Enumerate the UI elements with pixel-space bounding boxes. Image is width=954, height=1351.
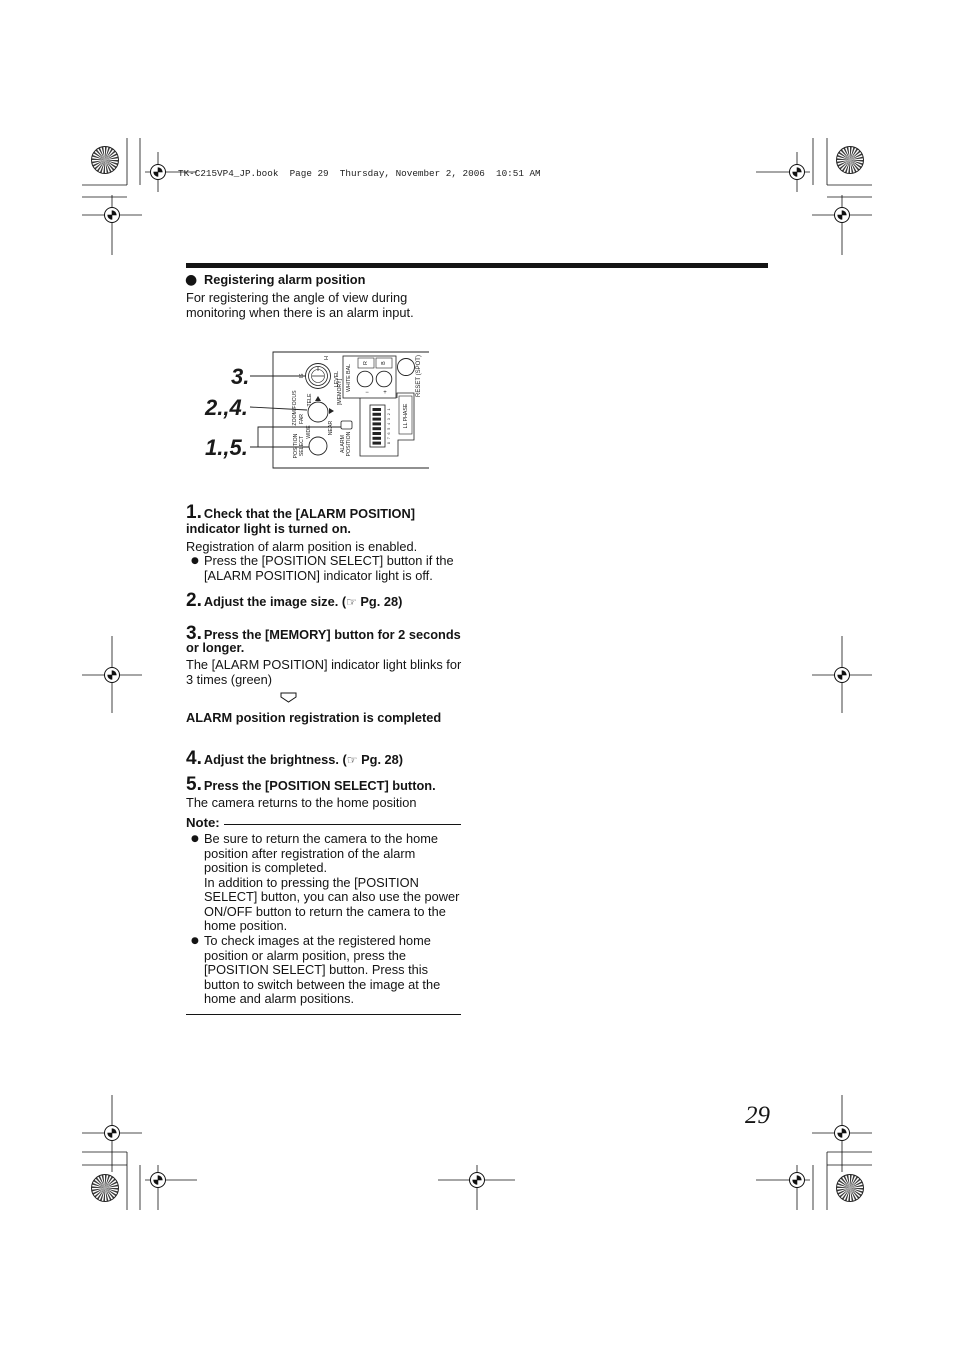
callout-line-zoom (250, 407, 307, 410)
step-1-bullet (204, 554, 454, 583)
dip-switch-number: 1 (387, 408, 391, 411)
note-item-2 (204, 934, 440, 1007)
down-arrow-icon (280, 692, 297, 703)
note-line: Be sure to return the camera to the home (204, 831, 439, 846)
dip-switch-number: 3 (387, 418, 391, 421)
dip-switch-lever (373, 413, 382, 416)
step-number: 3. (186, 623, 202, 644)
note-line: ON/OFF button to return the camera to the (204, 903, 446, 919)
step-number: 1. (186, 502, 202, 523)
dip-switch-lever (373, 442, 382, 445)
label-r: R (363, 361, 369, 365)
note-line: position after registration of the alarm (204, 845, 416, 861)
note-line: In addition to pressing the [POSITION (204, 874, 419, 890)
level-knob (306, 364, 331, 389)
label-level: LEVEL (334, 370, 340, 388)
label-plus: + (383, 390, 387, 396)
label-tele: TELE (307, 393, 313, 407)
body-line: The [ALARM POSITION] indicator light blinks for (186, 657, 462, 672)
registration-target (812, 195, 872, 255)
dip-switch-number: 8 (387, 442, 391, 445)
step-5-heading (186, 775, 436, 795)
pointing-hand-icon: ☞ (346, 753, 358, 767)
note-bottom-rule (186, 1014, 461, 1015)
step-number: 2. (186, 590, 202, 611)
dip-switch-number: 6 (387, 432, 391, 435)
registration-target (82, 636, 142, 713)
dip-switch-lever (373, 437, 382, 440)
registration-target (756, 152, 810, 192)
section-title: Registering alarm position (204, 272, 366, 287)
dip-switch-lever (373, 422, 382, 425)
label-alarm-position: POSITION (346, 431, 352, 457)
section-top-rule (186, 263, 768, 268)
note-line: home and alarm positions. (204, 991, 355, 1006)
label-far: FAR (299, 413, 305, 425)
registration-target (438, 1165, 515, 1210)
callout-steps-2-4: 2.,4. (205, 395, 248, 420)
registration-starburst (92, 1175, 119, 1202)
step-title: Press the [MEMORY] button for 2 seconds (203, 627, 461, 642)
registration-target (82, 195, 142, 255)
white-balance-r-button (357, 371, 373, 387)
callout-steps-1-5: 1.,5. (205, 435, 248, 460)
note-line: home position. (204, 918, 288, 933)
dip-switch-lever (373, 427, 382, 430)
label-b: B (381, 361, 387, 365)
reset-spot-button (398, 359, 415, 376)
label-memory: [MEMORY] (337, 378, 343, 406)
label-alarm: ALARM (340, 435, 346, 453)
pointing-hand-icon: ☞ (346, 595, 357, 609)
dip-switch-lever (373, 432, 382, 435)
dip-switch-number: 7 (387, 437, 391, 440)
white-balance-b-button (376, 371, 392, 387)
note-line: SELECT] button, you can also use the power (204, 889, 460, 904)
note-top-rule (224, 824, 461, 825)
step-3-body (186, 658, 461, 687)
body-line: 3 times (green) (186, 671, 273, 687)
registration-target (145, 1165, 197, 1210)
registration-target (756, 1165, 810, 1210)
label-position: POSITION (293, 433, 299, 459)
step-title-continued: indicator light is turned on. (186, 521, 351, 536)
step-number: 5. (186, 774, 202, 795)
dip-switch-number: 4 (387, 422, 391, 425)
dip-switch-lever (373, 418, 382, 421)
intro-line: monitoring when there is an alarm input. (186, 304, 414, 320)
note-line: position is completed. (204, 860, 328, 875)
bullet-line: [ALARM POSITION] indicator light is off. (204, 567, 433, 583)
dip-switch-housing (370, 405, 385, 447)
bullet-line: Press the [POSITION SELECT] button if the (204, 553, 454, 568)
step-5-body: The camera returns to the home position (186, 795, 417, 810)
step-title: Adjust the brightness. ( (203, 752, 347, 767)
position-select-button (309, 437, 327, 455)
dip-switch-number: 2 (387, 413, 391, 416)
page-reference: Pg. 28) (357, 752, 404, 767)
registration-starburst (92, 147, 119, 174)
dip-switch-number: 5 (387, 427, 391, 430)
label-minus: − (365, 390, 369, 396)
note-line: To check images at the registered home (204, 933, 431, 948)
section-bullet-icon: ● (185, 272, 198, 288)
tele-arrow-icon (315, 396, 321, 401)
bullet-icon: ● (191, 834, 199, 844)
label-select: SELECT (299, 435, 305, 457)
page-reference: Pg. 28) (356, 594, 403, 609)
label-reset-spot: RESET (SPOT) (416, 355, 422, 397)
note-line: button to switch between the image at the (204, 976, 441, 992)
note-line: [POSITION SELECT] button. Press this (204, 962, 429, 977)
label-is: IS (299, 373, 305, 379)
dip-switch-lever (373, 408, 382, 411)
label-ll-phase: LL PHASE (403, 403, 409, 429)
page-number: 29 (745, 1102, 770, 1129)
step-4-heading (186, 749, 403, 770)
note-item-1 (204, 832, 459, 934)
registration-target (82, 1095, 142, 1172)
near-arrow-icon (329, 408, 334, 414)
bullet-icon: ● (191, 936, 199, 946)
intro-line: For registering the angle of view during (186, 290, 408, 305)
note-label: Note: (186, 815, 220, 830)
label-zoom-focus: ZOOM/FOCUS (292, 390, 298, 426)
step-title: Press the [POSITION SELECT] button. (203, 778, 436, 793)
print-file-header: TK-C215VP4_JP.book Page 29 Thursday, November 2, 2006 10:51 AM (178, 168, 541, 179)
step-title: Check that the [ALARM POSITION] (203, 506, 416, 521)
note-line: position or alarm position, press the (204, 947, 407, 963)
label-white-bal: WHITE BAL (346, 364, 352, 392)
label-high: H (324, 356, 330, 360)
registration-starburst (837, 1175, 864, 1202)
registration-starburst (837, 147, 864, 174)
registration-target (812, 1095, 872, 1172)
step-1-body: Registration of alarm position is enabled. (186, 539, 418, 554)
bullet-icon: ● (191, 556, 199, 566)
step-title: Adjust the image size. ( (203, 594, 347, 609)
registration-target (812, 636, 872, 713)
alarm-position-indicator (341, 421, 352, 429)
step-number: 4. (186, 748, 202, 769)
callout-step-3: 3. (231, 364, 250, 389)
step-2-heading (186, 591, 402, 612)
step-title-continued: or longer. (186, 640, 245, 655)
camera-control-panel-figure (196, 346, 434, 472)
label-near: NEAR (328, 420, 334, 436)
step-1-heading (186, 503, 415, 523)
step-3-result: ALARM position registration is completed (186, 710, 442, 725)
label-wide: WIDE (306, 425, 312, 439)
section-intro (186, 291, 414, 320)
